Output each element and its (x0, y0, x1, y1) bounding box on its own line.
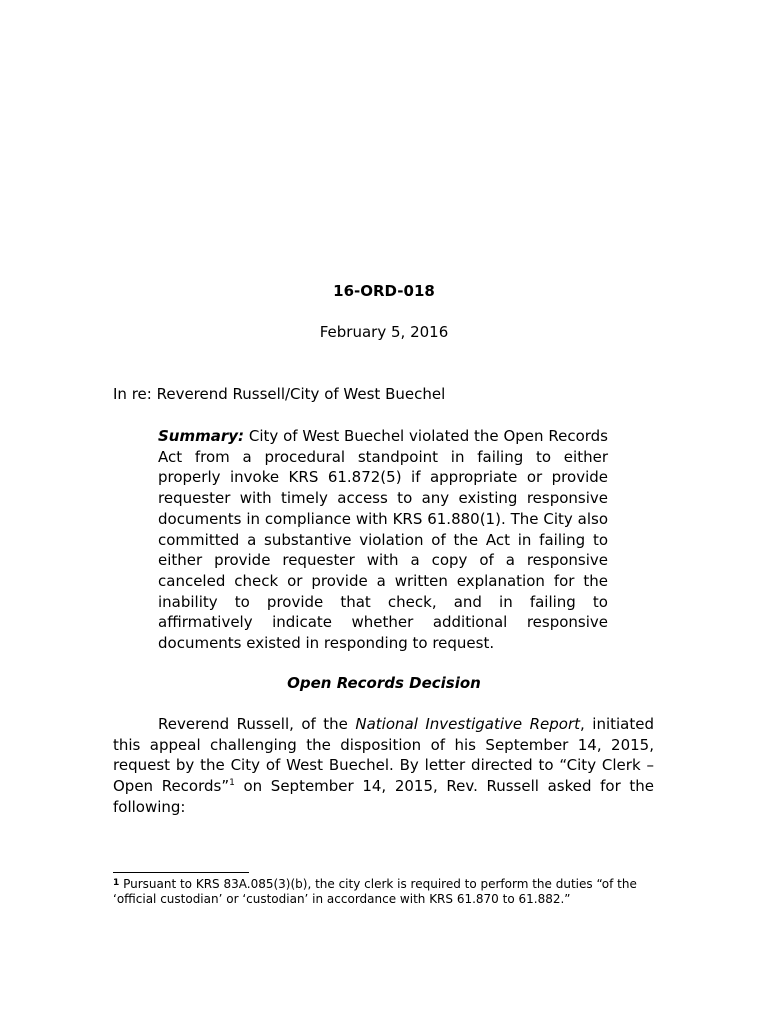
body-text-part3: on September 14, 2015, Rev. Russell asked for the following: (113, 777, 654, 816)
section-title: Open Records Decision (287, 674, 481, 692)
footnote-divider (113, 872, 249, 873)
decision-number: 16-ORD-018 (333, 282, 435, 300)
footnote-marker: 1 (113, 878, 120, 888)
decision-date: February 5, 2016 (319, 323, 449, 341)
footnote-reference: 1 (229, 778, 235, 789)
in-re-line: In re: Reverend Russell/City of West Buechel (113, 385, 446, 403)
footnote-text: Pursuant to KRS 83A.085(3)(b), the city clerk is required to perform the duties “of the ‘official custodian’ or ‘custodian’ in accordance with KRS 61.870 to 61.882.” (113, 877, 637, 906)
body-paragraph (113, 714, 654, 818)
body-text-part1: Reverend Russell, of the (158, 715, 356, 733)
footnote (113, 877, 658, 907)
body-text-part2: , initiated this appeal challenging the disposition of his September 14, 2015, request by the City of West Buechel. By letter directed to “City Clerk – Open Records” (113, 715, 654, 796)
summary-label: Summary: (158, 427, 245, 445)
summary-text: City of West Buechel violated the Open Records Act from a procedural standpoint in failing to either properly invoke KRS 61.872(5) if appropriate or provide requester with timely access to any existing responsive documents in compliance with KRS 61.880(1). The City also committed a substantive violation of the Act in failing to either provide requester with a copy of a responsive canceled check or provide a written explanation for the inability to provide that check, and in failing to affirmatively indicate whether additional responsive documents existed in responding to request. (158, 427, 608, 653)
publication-title: National Investigative Report (355, 715, 581, 733)
summary-paragraph (158, 426, 608, 654)
